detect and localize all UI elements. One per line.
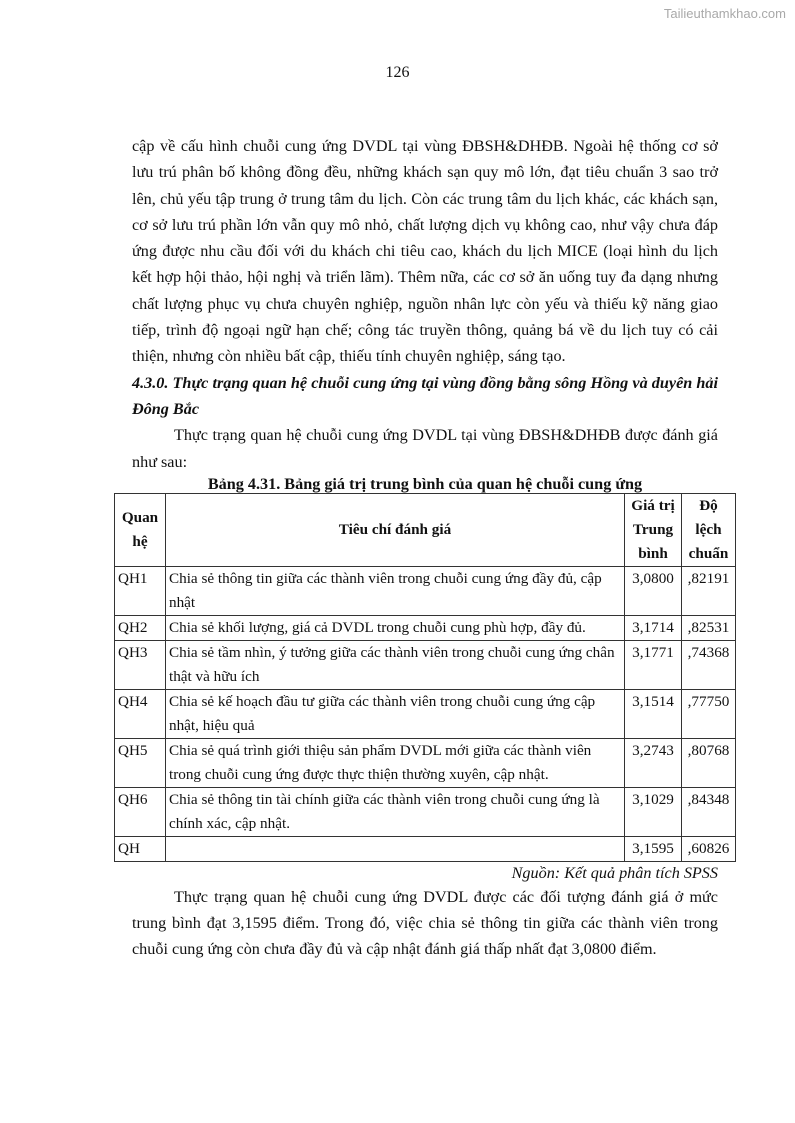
row-code: QH [115,836,166,861]
table-row [115,615,736,640]
header-criteria: Tiêu chí đánh giá [165,493,624,566]
row-criteria: Chia sẻ thông tin giữa các thành viên trong chuỗi cung ứng đầy đủ, cập nhật [165,566,624,615]
row-mean: 3,1595 [625,836,682,861]
row-criteria: Chia sẻ quá trình giới thiệu sản phẩm DVDL mới giữa các thành viên trong chuỗi cung ứng được thực thiện thường xuyên, cập nhật. [165,738,624,787]
table-row [115,640,736,689]
row-std: ,84348 [681,787,735,836]
page-number: 126 [385,64,410,81]
row-mean: 3,0800 [625,566,682,615]
row-std: ,82531 [681,615,735,640]
row-std: ,74368 [681,640,735,689]
table-header-row [115,493,736,566]
row-mean: 3,1771 [625,640,682,689]
document-body [118,133,730,963]
row-code: QH2 [115,615,166,640]
row-std: ,80768 [681,738,735,787]
row-criteria: Chia sẻ khối lượng, giá cả DVDL trong chuỗi cung phù hợp, đầy đủ. [165,615,624,640]
header-mean: Giá trị Trung bình [625,493,682,566]
row-code: QH5 [115,738,166,787]
row-mean: 3,1714 [625,615,682,640]
table-row [115,787,736,836]
section-heading: 4.3.0. Thực trạng quan hệ chuỗi cung ứng tại vùng đồng bằng sông Hồng và duyên hải Đông Bắc [132,373,718,418]
row-code: QH1 [115,566,166,615]
table-title: Bảng 4.31. Bảng giá trị trung bình của quan hệ chuỗi cung ứng [207,474,643,493]
header-std: Độ lệch chuẩn [681,493,735,566]
row-criteria [165,836,624,861]
row-code: QH6 [115,787,166,836]
data-table [114,493,736,862]
row-criteria: Chia sẻ thông tin tài chính giữa các thành viên trong chuỗi cung ứng là chính xác, cập nhật. [165,787,624,836]
watermark-text: Tailieuthamkhao.com [663,6,786,21]
table-row-total [115,836,736,861]
source-note: Nguồn: Kết quả phân tích SPSS [511,863,718,882]
row-mean: 3,1514 [625,689,682,738]
row-std: ,60826 [681,836,735,861]
row-criteria: Chia sẻ tầm nhìn, ý tưởng giữa các thành viên trong chuỗi cung ứng chân thật và hữu ích [165,640,624,689]
table-row [115,566,736,615]
row-mean: 3,1029 [625,787,682,836]
row-code: QH3 [115,640,166,689]
paragraph-3: Thực trạng quan hệ chuỗi cung ứng DVDL được các đối tượng đánh giá ở mức trung bình đạt 3,1595 điểm. Trong đó, việc chia sẻ thông tin giữa các thành viên trong chuỗi cung ứng còn chưa đầy đủ và cập nhật đánh giá thấp nhất đạt 3,0800 điểm. [132,887,718,959]
table-row [115,738,736,787]
row-code: QH4 [115,689,166,738]
table-row [115,689,736,738]
row-std: ,82191 [681,566,735,615]
paragraph-1: cập về cấu hình chuỗi cung ứng DVDL tại vùng ĐBSH&DHĐB. Ngoài hệ thống cơ sở lưu trú phân bố không đồng đều, những khách sạn quy mô lớn, đạt tiêu chuẩn 3 sao trở lên, chủ yếu tập trung ở trung tâm du lịch. Còn các trung tâm du lịch khác, các khách sạn, cơ sở lưu trú phần lớn vẫn quy mô nhỏ, chất lượng dịch vụ không cao, như vậy chưa đáp ứng được nhu cầu đối với du khách chi tiêu cao, khách du lịch MICE (loại hình du lịch kết hợp hội thảo, hội nghị và triển lãm). Thêm nữa, các cơ sở ăn uống tuy đa dạng nhưng chất lượng phục vụ chưa chuyên nghiệp, nguồn nhân lực còn yếu và thiếu kỹ năng giao tiếp, trình độ ngoại ngữ hạn chế; công tác truyền thông, quảng bá về du lịch tuy có cải thiện, nhưng còn nhiều bất cập, thiếu tính chuyên nghiệp, sáng tạo. [132,137,718,366]
row-mean: 3,2743 [625,738,682,787]
paragraph-2: Thực trạng quan hệ chuỗi cung ứng DVDL tại vùng ĐBSH&DHĐB được đánh giá như sau: [132,426,718,471]
row-std: ,77750 [681,689,735,738]
header-code: Quan hệ [115,493,166,566]
row-criteria: Chia sẻ kế hoạch đầu tư giữa các thành viên trong chuỗi cung ứng cập nhật, hiệu quả [165,689,624,738]
